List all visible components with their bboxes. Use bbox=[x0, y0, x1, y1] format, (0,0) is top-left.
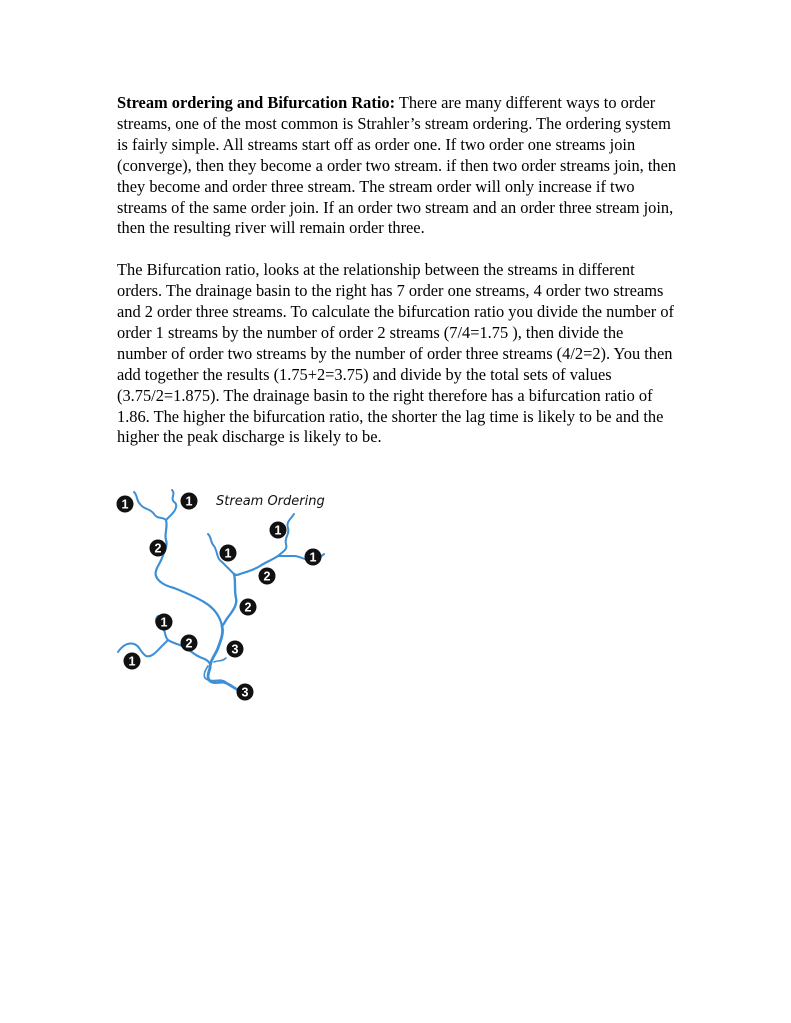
stream-order-3 bbox=[208, 668, 238, 690]
badge-label: 3 bbox=[231, 642, 239, 657]
badge-label: 2 bbox=[154, 541, 162, 556]
order-badge bbox=[124, 653, 141, 670]
order-badge bbox=[227, 641, 244, 658]
stream-order-1 bbox=[134, 492, 166, 520]
stream-order-2 bbox=[222, 574, 236, 626]
paragraph-bifurcation-ratio bbox=[117, 260, 677, 448]
order-badge bbox=[305, 549, 322, 566]
badge-label: 2 bbox=[263, 569, 271, 584]
stream-ordering-figure bbox=[110, 486, 340, 706]
stream-network-diagram bbox=[110, 486, 340, 706]
badge-label: 1 bbox=[121, 497, 129, 512]
badge-label: 1 bbox=[224, 546, 232, 561]
order-badge bbox=[181, 635, 198, 652]
stream-network bbox=[118, 490, 324, 690]
paragraph-heading: Stream ordering and Bifurcation Ratio: bbox=[117, 93, 396, 112]
badge-label: 1 bbox=[309, 550, 317, 565]
order-badge bbox=[240, 599, 257, 616]
order-badge bbox=[117, 496, 134, 513]
figure-title: Stream Ordering bbox=[216, 494, 325, 509]
order-badge bbox=[220, 545, 237, 562]
badge-label: 1 bbox=[128, 654, 136, 669]
order-badge bbox=[156, 614, 173, 631]
order-badge bbox=[150, 540, 167, 557]
badge-label: 2 bbox=[185, 636, 193, 651]
text-block bbox=[117, 93, 677, 448]
stream-order-2 bbox=[156, 520, 222, 626]
order-badge bbox=[270, 522, 287, 539]
badge-label: 1 bbox=[185, 494, 193, 509]
badge-label: 1 bbox=[160, 615, 168, 630]
paragraph-stream-ordering bbox=[117, 93, 677, 239]
badge-label: 1 bbox=[274, 523, 282, 538]
stream-order-1 bbox=[118, 640, 168, 656]
order-badge bbox=[237, 684, 254, 701]
badge-label: 3 bbox=[241, 685, 249, 700]
paragraph-body: The Bifurcation ratio, looks at the relationship between the streams in different orders. The drainage basin to the right has 7 order one streams, 4 order two streams and 2 order three streams. To calculate the bifurcation ratio you divide the number of order 1 streams by the number of order 2 streams (7/4=1.75 ), then divide the number of order two streams by the number of order three streams (4/2=2). You then add together the results (1.75+2=3.75) and divide by the total sets of values (3.75/2=1.875). The drainage basin to the right therefore has a bifurcation ratio of 1.86. The higher the bifurcation ratio, the shorter the lag time is likely to be and the higher the peak discharge is likely to be. bbox=[117, 260, 675, 447]
stream-order-3 bbox=[214, 658, 226, 662]
order-badge bbox=[259, 568, 276, 585]
paragraph-body: There are many different ways to order streams, one of the most common is Strahler’s stream ordering. The ordering system is fairly simple. All streams start off as order one. If two order one streams join (converge), then they become a order two stream. if then two order streams join, then they become and order three stream. The stream order will only increase if two streams of the same order join. If an order two stream and an order three stream join, then the resulting river will remain order three. bbox=[117, 93, 677, 238]
badge-label: 2 bbox=[244, 600, 252, 615]
order-badge bbox=[181, 493, 198, 510]
stream-order-1 bbox=[166, 490, 176, 520]
